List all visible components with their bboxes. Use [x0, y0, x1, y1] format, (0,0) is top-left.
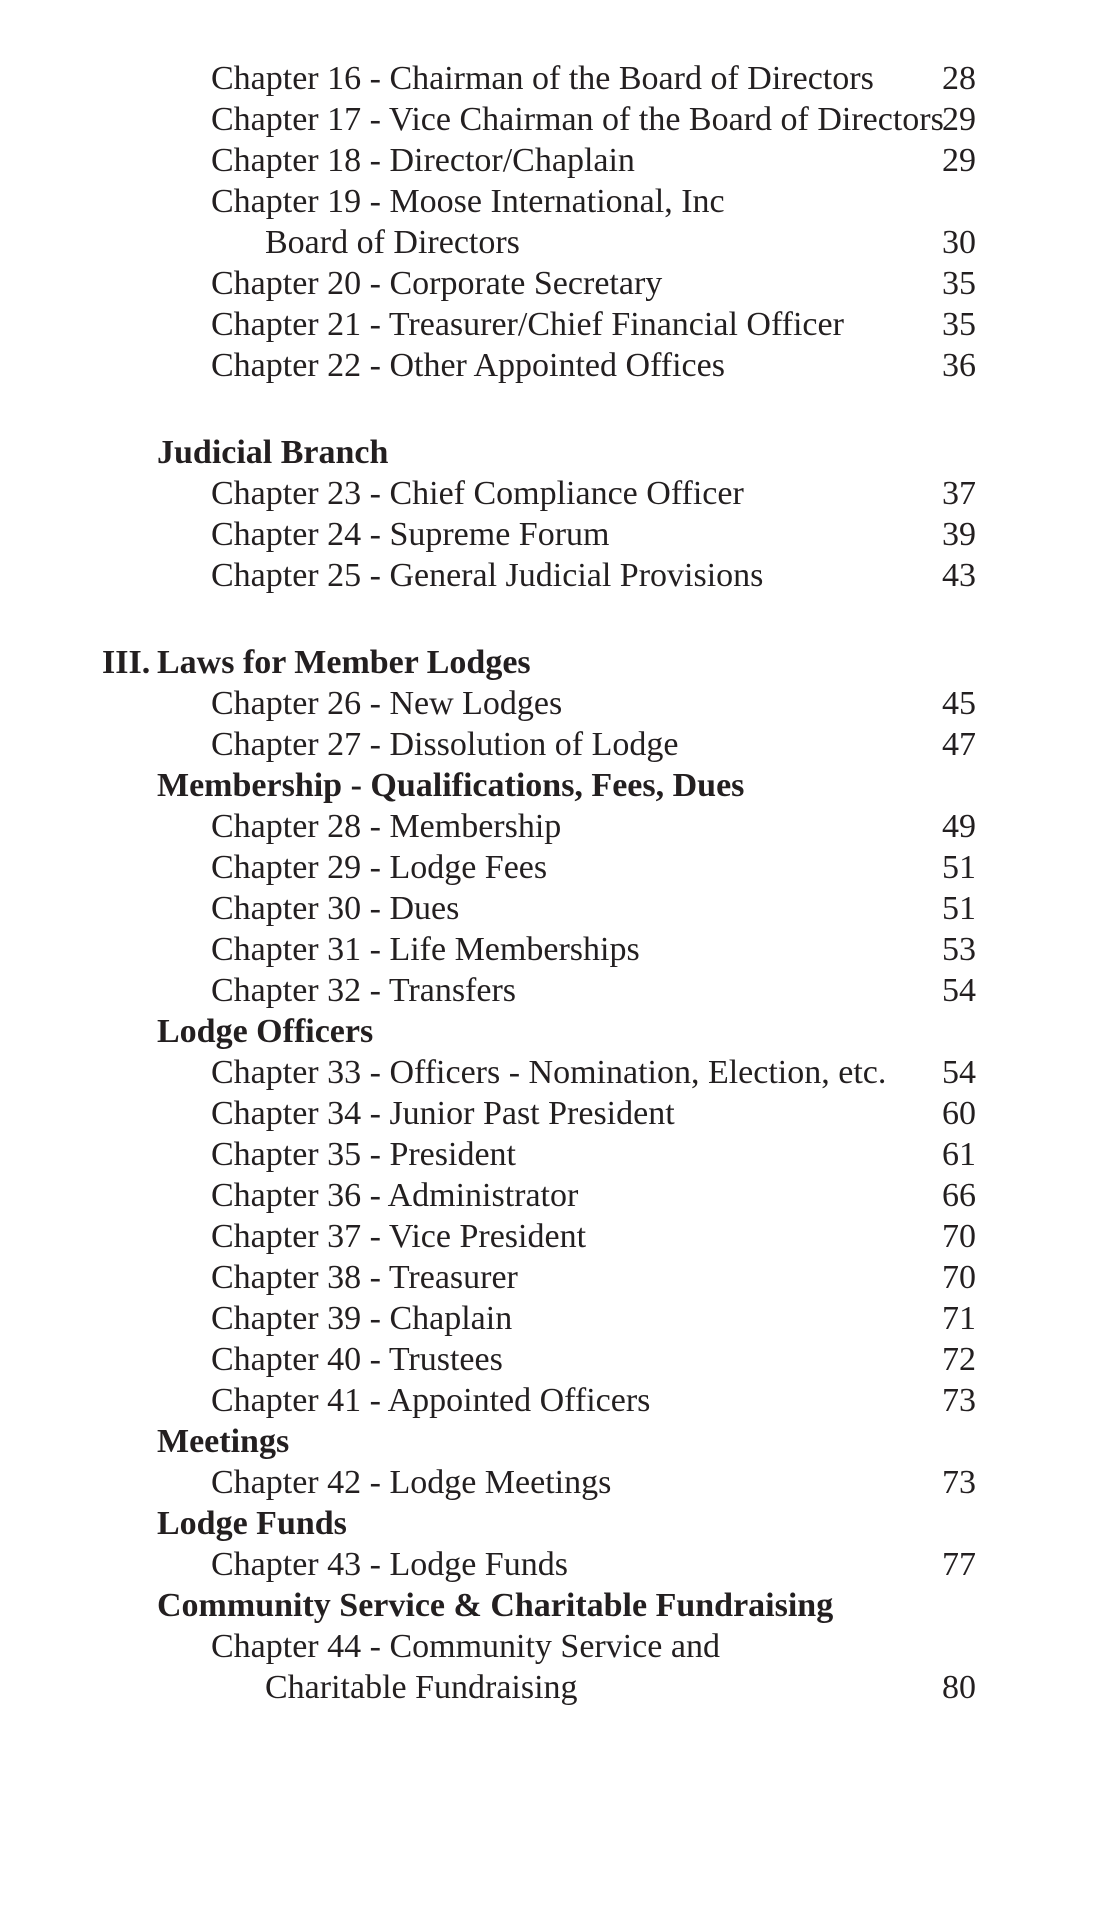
toc-entry-label: Chapter 23 - Chief Compliance Officer — [211, 475, 744, 512]
toc-entry-page: 70 — [942, 1259, 976, 1296]
toc-entry-label: Chapter 40 - Trustees — [211, 1341, 503, 1378]
toc-entry-page: 60 — [942, 1095, 976, 1132]
toc-entry-label: Chapter 33 - Officers - Nomination, Election, etc. — [211, 1054, 887, 1091]
toc-entry-chapter-21[interactable] — [0, 304, 1098, 345]
toc-entry-label: Chapter 30 - Dues — [211, 890, 460, 927]
table-of-contents — [0, 58, 1098, 1708]
toc-entry-label: Chapter 37 - Vice President — [211, 1218, 587, 1255]
toc-entry-label: Chapter 20 - Corporate Secretary — [211, 265, 663, 302]
toc-entry-chapter-25[interactable] — [0, 555, 1098, 596]
toc-entry-label: Chapter 34 - Junior Past President — [211, 1095, 675, 1132]
section-heading-text: Community Service & Charitable Fundraising — [157, 1587, 834, 1624]
toc-entry-label: Chapter 32 - Transfers — [211, 972, 517, 1009]
section-heading-text: Membership - Qualifications, Fees, Dues — [157, 767, 745, 804]
section-spacer — [0, 386, 1098, 432]
section-heading-membership — [0, 765, 1098, 806]
toc-entry-page: 73 — [942, 1464, 976, 1501]
toc-entry-chapter-24[interactable] — [0, 514, 1098, 555]
toc-entry-chapter-40[interactable] — [0, 1339, 1098, 1380]
toc-entry-page: 37 — [942, 475, 976, 512]
toc-entry-label: Chapter 29 - Lodge Fees — [211, 849, 548, 886]
section-heading-community-service — [0, 1585, 1098, 1626]
toc-entry-chapter-19[interactable] — [0, 181, 1098, 222]
part-numeral: III. — [102, 644, 151, 681]
toc-entry-label: Chapter 25 - General Judicial Provisions — [211, 557, 764, 594]
toc-entry-page: 35 — [942, 265, 976, 302]
toc-entry-chapter-30[interactable] — [0, 888, 1098, 929]
toc-entry-chapter-31[interactable] — [0, 929, 1098, 970]
toc-entry-page: 39 — [942, 516, 976, 553]
toc-entry-chapter-33[interactable] — [0, 1052, 1098, 1093]
toc-entry-page: 53 — [942, 931, 976, 968]
toc-entry-chapter-32[interactable] — [0, 970, 1098, 1011]
toc-entry-label: Chapter 43 - Lodge Funds — [211, 1546, 568, 1583]
toc-entry-chapter-26[interactable] — [0, 683, 1098, 724]
toc-entry-page: 49 — [942, 808, 976, 845]
toc-entry-chapter-22[interactable] — [0, 345, 1098, 386]
toc-entry-label: Chapter 17 - Vice Chairman of the Board of Directors — [211, 101, 944, 138]
toc-entry-label: Chapter 26 - New Lodges — [211, 685, 563, 722]
section-spacer — [0, 596, 1098, 642]
toc-entry-label: Chapter 38 - Treasurer — [211, 1259, 518, 1296]
toc-entry-label: Chapter 31 - Life Memberships — [211, 931, 640, 968]
section-heading-text: Lodge Officers — [157, 1013, 374, 1050]
toc-entry-page: 29 — [942, 101, 976, 138]
toc-entry-chapter-20[interactable] — [0, 263, 1098, 304]
toc-entry-chapter-19-continued[interactable] — [0, 222, 1098, 263]
toc-entry-page: 28 — [942, 60, 976, 97]
part-heading-iii — [0, 642, 1098, 683]
section-heading-text: Meetings — [157, 1423, 290, 1460]
toc-entry-page: 29 — [942, 142, 976, 179]
toc-entry-label: Chapter 39 - Chaplain — [211, 1300, 513, 1337]
toc-entry-page: 35 — [942, 306, 976, 343]
toc-entry-label: Chapter 19 - Moose International, Inc — [211, 183, 725, 220]
toc-entry-page: 54 — [942, 1054, 976, 1091]
toc-entry-chapter-39[interactable] — [0, 1298, 1098, 1339]
toc-entry-page: 77 — [942, 1546, 976, 1583]
toc-entry-label: Chapter 16 - Chairman of the Board of Directors — [211, 60, 874, 97]
toc-entry-page: 47 — [942, 726, 976, 763]
toc-entry-label-continued: Board of Directors — [265, 224, 520, 261]
toc-entry-page: 71 — [942, 1300, 976, 1337]
toc-entry-label: Chapter 18 - Director/Chaplain — [211, 142, 635, 179]
toc-entry-label: Chapter 24 - Supreme Forum — [211, 516, 610, 553]
section-heading-lodge-funds — [0, 1503, 1098, 1544]
toc-entry-label: Chapter 28 - Membership — [211, 808, 562, 845]
toc-entry-chapter-42[interactable] — [0, 1462, 1098, 1503]
toc-entry-label: Chapter 42 - Lodge Meetings — [211, 1464, 612, 1501]
toc-entry-chapter-28[interactable] — [0, 806, 1098, 847]
toc-entry-chapter-17[interactable] — [0, 99, 1098, 140]
section-heading-lodge-officers — [0, 1011, 1098, 1052]
toc-entry-page: 51 — [942, 890, 976, 927]
toc-entry-chapter-27[interactable] — [0, 724, 1098, 765]
section-heading-text: Lodge Funds — [157, 1505, 347, 1542]
toc-entry-label: Chapter 22 - Other Appointed Offices — [211, 347, 725, 384]
toc-entry-chapter-16[interactable] — [0, 58, 1098, 99]
toc-entry-label: Chapter 36 - Administrator — [211, 1177, 579, 1214]
toc-entry-chapter-37[interactable] — [0, 1216, 1098, 1257]
toc-entry-page: 80 — [942, 1669, 976, 1706]
part-title: Laws for Member Lodges — [157, 644, 531, 681]
toc-entry-chapter-43[interactable] — [0, 1544, 1098, 1585]
toc-entry-page: 43 — [942, 557, 976, 594]
toc-entry-chapter-41[interactable] — [0, 1380, 1098, 1421]
toc-entry-page: 72 — [942, 1341, 976, 1378]
toc-entry-page: 70 — [942, 1218, 976, 1255]
toc-entry-page: 45 — [942, 685, 976, 722]
section-heading-text: Judicial Branch — [157, 434, 389, 471]
toc-entry-chapter-23[interactable] — [0, 473, 1098, 514]
toc-entry-chapter-18[interactable] — [0, 140, 1098, 181]
section-heading-meetings — [0, 1421, 1098, 1462]
toc-entry-label-continued: Charitable Fundraising — [265, 1669, 578, 1706]
toc-entry-page: 36 — [942, 347, 976, 384]
toc-entry-page: 51 — [942, 849, 976, 886]
toc-entry-label: Chapter 41 - Appointed Officers — [211, 1382, 651, 1419]
toc-entry-page: 54 — [942, 972, 976, 1009]
toc-entry-page: 73 — [942, 1382, 976, 1419]
toc-entry-page: 61 — [942, 1136, 976, 1173]
toc-entry-chapter-34[interactable] — [0, 1093, 1098, 1134]
toc-entry-chapter-29[interactable] — [0, 847, 1098, 888]
toc-entry-chapter-44[interactable] — [0, 1626, 1098, 1667]
section-heading-judicial-branch — [0, 432, 1098, 473]
toc-entry-page: 66 — [942, 1177, 976, 1214]
toc-entry-chapter-38[interactable] — [0, 1257, 1098, 1298]
toc-entry-chapter-35[interactable] — [0, 1134, 1098, 1175]
toc-entry-chapter-44-continued[interactable] — [0, 1667, 1098, 1708]
toc-entry-label: Chapter 21 - Treasurer/Chief Financial Officer — [211, 306, 844, 343]
toc-entry-label: Chapter 44 - Community Service and — [211, 1628, 720, 1665]
toc-entry-chapter-36[interactable] — [0, 1175, 1098, 1216]
toc-entry-label: Chapter 27 - Dissolution of Lodge — [211, 726, 679, 763]
toc-entry-label: Chapter 35 - President — [211, 1136, 516, 1173]
toc-entry-page: 30 — [942, 224, 976, 261]
